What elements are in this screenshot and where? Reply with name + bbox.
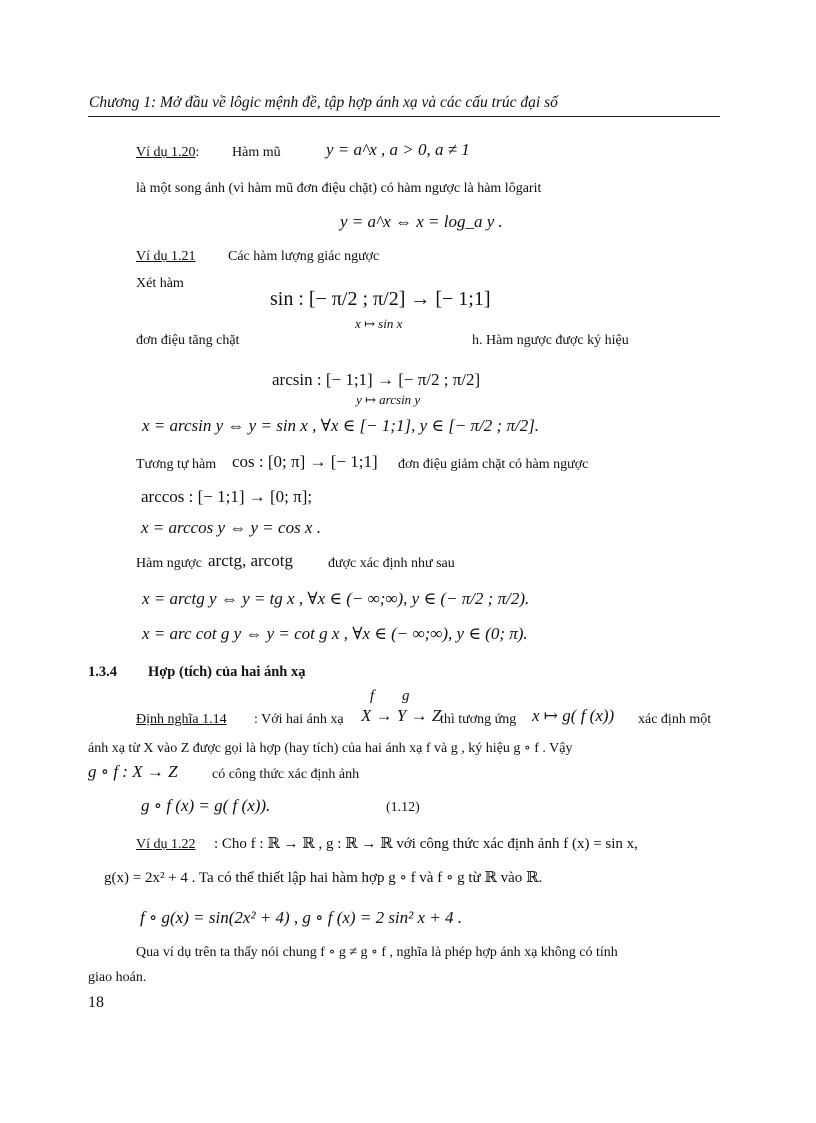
formula-arcsin-map: arcsin : [− 1;1] → [− π/2 ; π/2] — [272, 370, 481, 389]
paragraph-line: Qua ví dụ trên ta thấy nói chung f ∘ g ≠ g ∘ f , nghĩa là phép hợp ánh xạ không có tính — [136, 945, 618, 960]
paragraph-line: : Cho f : ℝ → ℝ , g : ℝ → ℝ với công thức xác định ảnh f (x) = sin x, — [214, 836, 638, 852]
example-label: Ví dụ 1.20 — [136, 145, 196, 160]
header-rule — [88, 116, 720, 117]
formula-chain: X → Y → Z — [361, 706, 442, 725]
paragraph-line: đơn điệu tăng chặt — [136, 333, 240, 348]
formula-arcsin-map2: y ↦ arcsin y — [356, 392, 421, 407]
definition-label: Định nghĩa 1.14 — [136, 712, 227, 727]
example-label: Ví dụ 1.21 — [136, 249, 196, 264]
arrow-label-f: f — [370, 688, 375, 704]
formula-arctg-eq: x = arctg y ⇔ y = tg x , ∀x ∈ (− ∞;∞), y ∈ (− π/2 ; π/2). — [142, 589, 530, 608]
formula-log: y = a^x ⇔ x = log_a y . — [340, 212, 503, 231]
paragraph-line: ánh xạ từ X vào Z được gọi là hợp (hay tích) của hai ánh xạ f và g , ký hiệu g ∘ f . Vậy — [88, 741, 573, 756]
example-colon: : — [195, 145, 200, 160]
formula-gf: g ∘ f : X → Z — [88, 762, 178, 781]
paragraph-line: thì tương ứng — [440, 712, 517, 727]
formula-arccos-eq: x = arccos y ⇔ y = cos x . — [141, 518, 321, 537]
formula-composition: g ∘ f (x) = g( f (x)). — [141, 796, 271, 815]
formula-sin-map2: x ↦ sin x — [355, 316, 403, 331]
formula-arcsin-eq: x = arcsin y ⇔ y = sin x , ∀x ∈ [− 1;1], y ∈ [− π/2 ; π/2]. — [142, 416, 540, 435]
paragraph-line: là một song ánh (vì hàm mũ đơn điệu chặt) có hàm ngược là hàm lôgarit — [136, 181, 542, 196]
page-header: Chương 1: Mở đầu về lôgic mệnh đề, tập hợp ánh xạ và các cấu trúc đại số — [89, 94, 558, 111]
paragraph-line: Xét hàm — [136, 276, 184, 291]
formula-composition-map: x ↦ g( f (x)) — [532, 706, 615, 725]
formula-arccos-map: arccos : [− 1;1] → [0; π]; — [141, 487, 313, 506]
paragraph-line: được xác định như sau — [328, 556, 455, 571]
formula-cos-map: cos : [0; π] → [− 1;1] — [232, 452, 378, 471]
example-text: Hàm mũ — [232, 145, 281, 160]
example-text: Các hàm lượng giác ngược — [228, 249, 380, 264]
example-1-20 — [136, 145, 199, 161]
arrow-label-g: g — [402, 688, 410, 704]
paragraph-line: Tương tự hàm — [136, 457, 217, 472]
formula-arctg-names: arctg, arcotg — [208, 551, 293, 570]
equation-number: (1.12) — [386, 800, 420, 815]
formula-sin-map: sin : [− π/2 ; π/2] → [− 1;1] — [270, 288, 491, 310]
paragraph-line: có công thức xác định ảnh — [212, 767, 360, 782]
paragraph-line: giao hoán. — [88, 970, 147, 985]
formula-composition-example: f ∘ g(x) = sin(2x² + 4) , g ∘ f (x) = 2 sin² x + 4 . — [140, 908, 463, 927]
formula-exponential: y = a^x , a > 0, a ≠ 1 — [326, 140, 470, 159]
paragraph-line: đơn điệu giảm chặt có hàm ngược — [398, 457, 589, 472]
paragraph-line: Hàm ngược — [136, 556, 202, 571]
section-number: 1.3.4 — [88, 664, 117, 680]
paragraph-line: g(x) = 2x² + 4 . Ta có thể thiết lập hai hàm hợp g ∘ f và f ∘ g từ ℝ vào ℝ. — [104, 870, 543, 886]
paragraph-line: : Với hai ánh xạ — [254, 712, 344, 727]
paragraph-line: h. Hàm ngược được ký hiệu — [472, 333, 629, 348]
example-label: Ví dụ 1.22 — [136, 837, 196, 852]
section-title: Hợp (tích) của hai ánh xạ — [148, 664, 306, 680]
formula-arccotg-eq: x = arc cot g y ⇔ y = cot g x , ∀x ∈ (− ∞;∞), y ∈ (0; π). — [142, 624, 528, 643]
page-number: 18 — [88, 994, 104, 1011]
paragraph-line: xác định một — [638, 712, 712, 727]
